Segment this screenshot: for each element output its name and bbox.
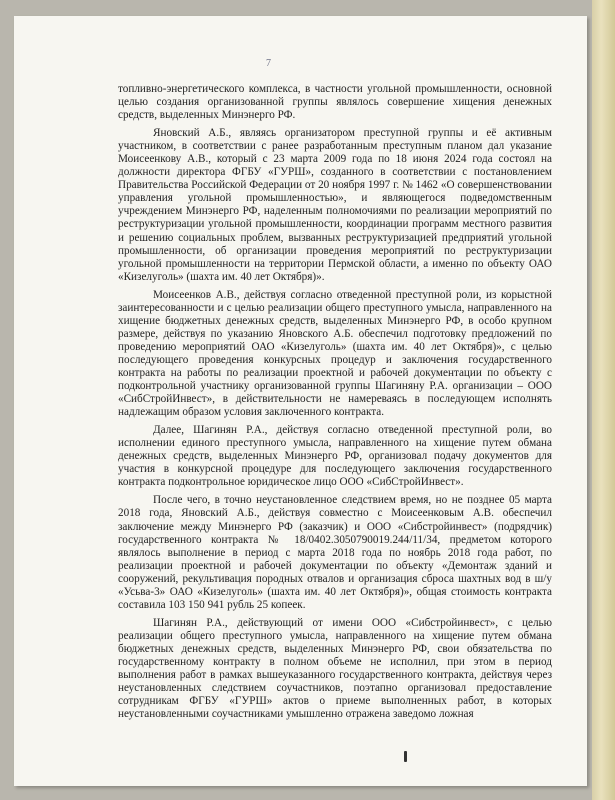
paragraph-6: Шагинян Р.А., действующий от имени ООО «Сибстройинвест», с целью реализации общего преступного умысла, направленного на хищение путем обмана бюджетных денежных средств, выделенных Минэнерго РФ, свои обязательства по государственному контракту в полном объеме не исполнил, при этом в период выполнения работ в рамках вышеуказанного государственного контракта, действуя через неустановленных следствием соучастников, поэтапно организовал предоставление сотрудникам ФГБУ «ГУРШ» актов о приеме выполненных работ, в которых неустановленными соучастниками умышленно отражена заведомо ложная [118,616,552,721]
paragraph-3: Моисеенков А.В., действуя согласно отведенной преступной роли, из корыстной заинтересованности и с целью реализации общего преступного умысла, направленного на хищение бюджетных денежных средств, выделенных Минэнерго РФ, в особо крупном размере, действуя по указанию Яновского А.Б. обеспечил подготовку предложений по проведению мероприятий ОАО «Кизелуголь» (шахта им. 40 лет Октября)», с целью последующего проведения конкурсных процедур и заключения государственного контракта на работы по реализации проектной и рабочей документации по объекту с подконтрольной участнику организованной группы Шагиняну Р.А. организации – ООО «СибСтройИнвест», в действительности не намереваясь в последующем исполнять надлежащим образом условия заключенного контракта. [118,288,552,419]
document-body [118,83,552,726]
paragraph-4: Далее, Шагинян Р.А., действуя согласно отведенной преступной роли, во исполнении единого преступного умысла, направленного на хищение путем обмана денежных средств, выделенных Минэнерго РФ, организовал подачу документов для участия в конкурсной процедуре для последующего заключения государственного контракта подконтрольное юридическое лицо ООО «СибСтройИнвест». [118,424,552,489]
paragraph-1: топливно-энергетического комплекса, в частности угольной промышленности, основной целью создания организованной группы являлось совершение хищения денежных средств, выделенных Минэнерго РФ. [118,83,552,122]
document-page [14,16,587,786]
paragraph-5: После чего, в точно неустановленное следствием время, но не позднее 05 марта 2018 года, Яновский А.Б., действуя совместно с Моисеенковым А.В. обеспечил заключение между Минэнерго РФ (заказчик) и ООО «Сибстройинвест» (подрядчик) государственного контракта № 18/0402.3050790019.244/11/34, предметом которого являлось выполнение в период с марта 2018 года по ноябрь 2018 года работ, по реализации проектной и рабочей документации по объекту «Демонтаж зданий и сооружений, рекультивация породных отвалов и организация сброса шахтных вод в ш/у «Усьва-3» ОАО «Кизелуголь» (шахта им. 40 лет Октября)», общая стоимость контракта составила 103 150 941 рубль 25 копеек. [118,494,552,611]
page-number-mark: 7 [266,58,271,69]
paragraph-2: Яновский А.Б., являясь организатором преступной группы и её активным участником, в соответствии с ранее разработанным преступным планом дал указание Моисеенкову А.В., который с 23 марта 2009 года по 18 июня 2024 года состоял на должности директора ФГБУ «ГУРШ», созданного в соответствии с постановлением Правительства Российской Федерации от 20 ноября 1997 г. № 1462 «О совершенствовании управления угольной промышленностью», и являющегося подведомственным учреждением Минэнерго РФ, наделенным полномочиями по реализации мероприятий по реструктуризации угольной промышленности, координации программ местного развития и решению социальных проблем, вызванных реструктуризацией предприятий угольной промышленности, об организации проведения мероприятий по реструктуризации угольной промышленности на территории Пермской области, а именно по объекту ОАО «Кизелуголь» (шахта им. 40 лет Октября)». [118,127,552,283]
page-edge-shadow [592,0,615,800]
pen-mark [404,751,407,762]
